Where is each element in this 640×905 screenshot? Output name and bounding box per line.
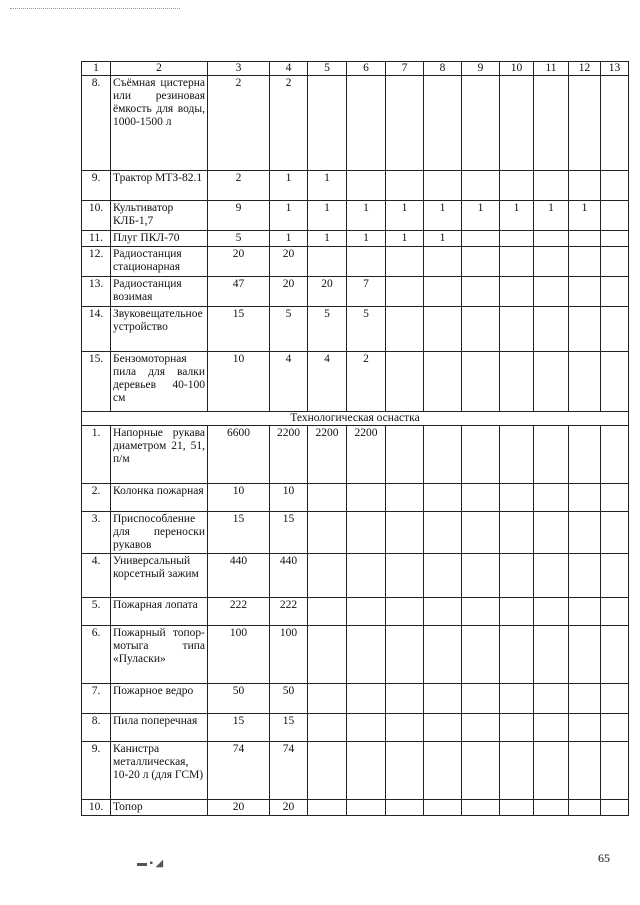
quantity-cell xyxy=(534,800,569,816)
quantity-cell: 440 xyxy=(270,554,308,598)
quantity-cell xyxy=(386,742,424,800)
quantity-cell: 20 xyxy=(270,800,308,816)
quantity-cell: 5 xyxy=(270,307,308,352)
table-row xyxy=(82,277,629,307)
quantity-cell xyxy=(569,171,601,201)
quantity-cell xyxy=(500,231,534,247)
quantity-cell xyxy=(534,247,569,277)
quantity-cell xyxy=(569,307,601,352)
item-name: Культиватор КЛБ-1,7 xyxy=(111,201,208,231)
quantity-cell xyxy=(500,484,534,512)
column-number-cell: 5 xyxy=(308,62,347,76)
quantity-cell xyxy=(534,307,569,352)
quantity-cell xyxy=(424,512,462,554)
quantity-cell xyxy=(569,598,601,626)
quantity-cell xyxy=(424,714,462,742)
quantity-cell xyxy=(424,554,462,598)
quantity-cell: 20 xyxy=(208,800,270,816)
quantity-cell: 2 xyxy=(270,76,308,171)
quantity-cell xyxy=(601,231,629,247)
quantity-cell xyxy=(534,554,569,598)
quantity-cell: 1 xyxy=(424,231,462,247)
quantity-cell xyxy=(500,626,534,684)
row-number: 15. xyxy=(82,352,111,412)
quantity-cell xyxy=(500,426,534,484)
quantity-cell xyxy=(601,598,629,626)
row-number: 11. xyxy=(82,231,111,247)
quantity-cell xyxy=(462,598,500,626)
quantity-cell xyxy=(462,684,500,714)
column-number-cell: 10 xyxy=(500,62,534,76)
quantity-cell: 1 xyxy=(270,171,308,201)
quantity-cell: 15 xyxy=(208,307,270,352)
quantity-cell xyxy=(500,512,534,554)
row-number: 3. xyxy=(82,512,111,554)
quantity-cell xyxy=(308,684,347,714)
quantity-cell xyxy=(308,626,347,684)
quantity-cell xyxy=(601,554,629,598)
quantity-cell xyxy=(347,484,386,512)
column-number-cell: 6 xyxy=(347,62,386,76)
quantity-cell: 10 xyxy=(208,484,270,512)
quantity-cell xyxy=(500,277,534,307)
table-row xyxy=(82,76,629,171)
quantity-cell: 20 xyxy=(270,277,308,307)
quantity-cell xyxy=(347,171,386,201)
quantity-cell xyxy=(308,247,347,277)
quantity-cell: 15 xyxy=(270,512,308,554)
quantity-cell xyxy=(601,352,629,412)
quantity-cell: 47 xyxy=(208,277,270,307)
quantity-cell xyxy=(462,307,500,352)
quantity-cell xyxy=(569,352,601,412)
quantity-cell xyxy=(534,742,569,800)
item-name: Напорные рукава диаметром 21, 51, п/м xyxy=(111,426,208,484)
quantity-cell: 9 xyxy=(208,201,270,231)
row-number: 1. xyxy=(82,426,111,484)
item-name: Пожарное ведро xyxy=(111,684,208,714)
quantity-cell xyxy=(424,247,462,277)
scan-mark: ▬ ▪ ◢ xyxy=(137,858,164,869)
quantity-cell xyxy=(601,201,629,231)
quantity-cell xyxy=(462,231,500,247)
quantity-cell xyxy=(308,554,347,598)
quantity-cell xyxy=(534,484,569,512)
item-name: Универсальный корсетный зажим xyxy=(111,554,208,598)
row-number: 8. xyxy=(82,76,111,171)
quantity-cell xyxy=(534,426,569,484)
quantity-cell: 7 xyxy=(347,277,386,307)
table-row xyxy=(82,512,629,554)
quantity-cell xyxy=(386,626,424,684)
quantity-cell: 5 xyxy=(208,231,270,247)
column-number-cell: 3 xyxy=(208,62,270,76)
quantity-cell: 15 xyxy=(270,714,308,742)
quantity-cell xyxy=(569,76,601,171)
table-row xyxy=(82,307,629,352)
quantity-cell xyxy=(386,800,424,816)
quantity-cell xyxy=(601,247,629,277)
quantity-cell xyxy=(601,626,629,684)
quantity-cell xyxy=(424,352,462,412)
row-number: 9. xyxy=(82,171,111,201)
quantity-cell xyxy=(569,714,601,742)
quantity-cell: 2200 xyxy=(347,426,386,484)
item-name: Канистра металлическая, 10-20 л (для ГСМ) xyxy=(111,742,208,800)
row-number: 10. xyxy=(82,201,111,231)
quantity-cell: 4 xyxy=(308,352,347,412)
quantity-cell: 1 xyxy=(569,201,601,231)
quantity-cell: 1 xyxy=(270,231,308,247)
column-number-cell: 12 xyxy=(569,62,601,76)
quantity-cell: 1 xyxy=(270,201,308,231)
quantity-cell xyxy=(601,171,629,201)
quantity-cell xyxy=(386,426,424,484)
table-row xyxy=(82,231,629,247)
quantity-cell xyxy=(347,742,386,800)
quantity-cell: 2 xyxy=(208,171,270,201)
table-row xyxy=(82,714,629,742)
row-number: 10. xyxy=(82,800,111,816)
section-row xyxy=(82,412,629,426)
quantity-cell xyxy=(424,742,462,800)
quantity-cell: 10 xyxy=(270,484,308,512)
quantity-cell xyxy=(347,714,386,742)
quantity-cell xyxy=(601,800,629,816)
quantity-cell xyxy=(308,76,347,171)
equipment-table xyxy=(81,61,629,816)
quantity-cell xyxy=(534,277,569,307)
quantity-cell: 1 xyxy=(308,231,347,247)
quantity-cell xyxy=(462,484,500,512)
quantity-cell xyxy=(462,800,500,816)
quantity-cell xyxy=(462,277,500,307)
quantity-cell xyxy=(424,426,462,484)
quantity-cell xyxy=(534,626,569,684)
row-number: 13. xyxy=(82,277,111,307)
table-row xyxy=(82,247,629,277)
quantity-cell: 15 xyxy=(208,714,270,742)
quantity-cell xyxy=(601,742,629,800)
quantity-cell xyxy=(601,512,629,554)
quantity-cell: 1 xyxy=(347,231,386,247)
quantity-cell xyxy=(386,352,424,412)
quantity-cell xyxy=(569,684,601,714)
quantity-cell xyxy=(386,598,424,626)
item-name: Топор xyxy=(111,800,208,816)
column-number-cell: 8 xyxy=(424,62,462,76)
quantity-cell xyxy=(534,512,569,554)
quantity-cell xyxy=(308,800,347,816)
quantity-cell xyxy=(347,554,386,598)
row-number: 12. xyxy=(82,247,111,277)
quantity-cell xyxy=(462,714,500,742)
quantity-cell xyxy=(386,484,424,512)
section-title: Технологическая оснастка xyxy=(82,412,629,426)
quantity-cell xyxy=(462,76,500,171)
quantity-cell: 2 xyxy=(347,352,386,412)
quantity-cell xyxy=(569,247,601,277)
quantity-cell xyxy=(534,598,569,626)
quantity-cell xyxy=(386,554,424,598)
column-number-cell: 11 xyxy=(534,62,569,76)
quantity-cell xyxy=(500,684,534,714)
column-number-cell: 9 xyxy=(462,62,500,76)
item-name: Плуг ПКЛ-70 xyxy=(111,231,208,247)
quantity-cell xyxy=(308,714,347,742)
quantity-cell xyxy=(569,554,601,598)
row-number: 2. xyxy=(82,484,111,512)
quantity-cell xyxy=(569,426,601,484)
quantity-cell: 222 xyxy=(208,598,270,626)
row-number: 4. xyxy=(82,554,111,598)
quantity-cell: 15 xyxy=(208,512,270,554)
quantity-cell: 222 xyxy=(270,598,308,626)
table-row xyxy=(82,554,629,598)
item-name: Колонка пожарная xyxy=(111,484,208,512)
quantity-cell xyxy=(386,277,424,307)
quantity-cell xyxy=(569,231,601,247)
quantity-cell: 1 xyxy=(386,201,424,231)
quantity-cell xyxy=(386,684,424,714)
item-name: Радиостанция возимая xyxy=(111,277,208,307)
quantity-cell xyxy=(500,171,534,201)
quantity-cell: 20 xyxy=(208,247,270,277)
quantity-cell: 20 xyxy=(308,277,347,307)
quantity-cell xyxy=(424,307,462,352)
quantity-cell: 74 xyxy=(208,742,270,800)
column-number-cell: 4 xyxy=(270,62,308,76)
item-name: Съёмная цистерна или резиновая ёмкость для воды, 1000-1500 л xyxy=(111,76,208,171)
quantity-cell xyxy=(569,626,601,684)
quantity-cell xyxy=(424,171,462,201)
quantity-cell: 50 xyxy=(270,684,308,714)
quantity-cell xyxy=(534,231,569,247)
quantity-cell xyxy=(500,247,534,277)
quantity-cell: 5 xyxy=(308,307,347,352)
quantity-cell xyxy=(462,352,500,412)
quantity-cell xyxy=(462,554,500,598)
quantity-cell: 440 xyxy=(208,554,270,598)
quantity-cell xyxy=(500,800,534,816)
column-number-cell: 2 xyxy=(111,62,208,76)
quantity-cell xyxy=(569,800,601,816)
quantity-cell: 100 xyxy=(270,626,308,684)
quantity-cell xyxy=(424,598,462,626)
quantity-cell: 5 xyxy=(347,307,386,352)
quantity-cell xyxy=(500,76,534,171)
table-row xyxy=(82,626,629,684)
row-number: 5. xyxy=(82,598,111,626)
quantity-cell: 1 xyxy=(308,171,347,201)
table-row xyxy=(82,352,629,412)
item-name: Приспособление для переноски рукавов xyxy=(111,512,208,554)
quantity-cell xyxy=(601,277,629,307)
quantity-cell xyxy=(308,598,347,626)
column-number-cell: 7 xyxy=(386,62,424,76)
quantity-cell: 1 xyxy=(534,201,569,231)
quantity-cell: 6600 xyxy=(208,426,270,484)
quantity-cell xyxy=(601,484,629,512)
quantity-cell: 20 xyxy=(270,247,308,277)
quantity-cell xyxy=(386,247,424,277)
quantity-cell: 1 xyxy=(424,201,462,231)
quantity-cell xyxy=(569,742,601,800)
quantity-cell: 74 xyxy=(270,742,308,800)
quantity-cell xyxy=(424,277,462,307)
quantity-cell xyxy=(424,484,462,512)
quantity-cell xyxy=(601,307,629,352)
quantity-cell: 1 xyxy=(386,231,424,247)
quantity-cell xyxy=(462,426,500,484)
item-name: Трактор МТЗ-82.1 xyxy=(111,171,208,201)
quantity-cell xyxy=(347,684,386,714)
row-number: 9. xyxy=(82,742,111,800)
page-number: 65 xyxy=(598,851,610,865)
quantity-cell xyxy=(601,426,629,484)
quantity-cell xyxy=(534,76,569,171)
column-number-row xyxy=(82,62,629,76)
row-number: 8. xyxy=(82,714,111,742)
item-name: Пожарный топор-мотыга типа «Пуласки» xyxy=(111,626,208,684)
quantity-cell xyxy=(424,684,462,714)
quantity-cell xyxy=(386,171,424,201)
row-number: 7. xyxy=(82,684,111,714)
quantity-cell xyxy=(534,684,569,714)
quantity-cell: 1 xyxy=(462,201,500,231)
table-row xyxy=(82,201,629,231)
row-number: 14. xyxy=(82,307,111,352)
quantity-cell xyxy=(386,307,424,352)
quantity-cell xyxy=(386,714,424,742)
quantity-cell xyxy=(601,714,629,742)
quantity-cell xyxy=(462,512,500,554)
quantity-cell xyxy=(500,352,534,412)
quantity-cell: 1 xyxy=(500,201,534,231)
quantity-cell xyxy=(386,76,424,171)
quantity-cell: 2 xyxy=(208,76,270,171)
quantity-cell xyxy=(569,277,601,307)
quantity-cell xyxy=(534,171,569,201)
quantity-cell xyxy=(424,626,462,684)
quantity-cell xyxy=(347,800,386,816)
row-number: 6. xyxy=(82,626,111,684)
quantity-cell: 100 xyxy=(208,626,270,684)
quantity-cell xyxy=(601,684,629,714)
quantity-cell: 2200 xyxy=(270,426,308,484)
quantity-cell xyxy=(500,714,534,742)
quantity-cell xyxy=(569,484,601,512)
column-number-cell: 13 xyxy=(601,62,629,76)
quantity-cell: 1 xyxy=(347,201,386,231)
quantity-cell xyxy=(308,742,347,800)
quantity-cell xyxy=(347,247,386,277)
item-name: Радиостанция стационарная xyxy=(111,247,208,277)
table-row xyxy=(82,800,629,816)
table-row xyxy=(82,426,629,484)
quantity-cell: 10 xyxy=(208,352,270,412)
quantity-cell xyxy=(347,512,386,554)
quantity-cell xyxy=(424,76,462,171)
quantity-cell xyxy=(534,352,569,412)
table-row xyxy=(82,484,629,512)
quantity-cell xyxy=(347,626,386,684)
quantity-cell: 2200 xyxy=(308,426,347,484)
quantity-cell xyxy=(601,76,629,171)
quantity-cell: 1 xyxy=(308,201,347,231)
quantity-cell: 4 xyxy=(270,352,308,412)
quantity-cell xyxy=(308,512,347,554)
quantity-cell xyxy=(347,76,386,171)
quantity-cell xyxy=(308,484,347,512)
quantity-cell xyxy=(347,598,386,626)
quantity-cell xyxy=(534,714,569,742)
quantity-cell xyxy=(424,800,462,816)
quantity-cell xyxy=(462,171,500,201)
column-number-cell: 1 xyxy=(82,62,111,76)
table-row xyxy=(82,742,629,800)
item-name: Бензомоторная пила для валки деревьев 40-100 см xyxy=(111,352,208,412)
quantity-cell: 50 xyxy=(208,684,270,714)
item-name: Пила поперечная xyxy=(111,714,208,742)
scan-artifact xyxy=(10,8,180,11)
table-row xyxy=(82,598,629,626)
table-row xyxy=(82,684,629,714)
quantity-cell xyxy=(569,512,601,554)
quantity-cell xyxy=(500,598,534,626)
quantity-cell xyxy=(500,742,534,800)
quantity-cell xyxy=(500,307,534,352)
item-name: Звуковещательное устройство xyxy=(111,307,208,352)
quantity-cell xyxy=(462,742,500,800)
item-name: Пожарная лопата xyxy=(111,598,208,626)
quantity-cell xyxy=(386,512,424,554)
quantity-cell xyxy=(462,247,500,277)
quantity-cell xyxy=(500,554,534,598)
quantity-cell xyxy=(462,626,500,684)
table-row xyxy=(82,171,629,201)
